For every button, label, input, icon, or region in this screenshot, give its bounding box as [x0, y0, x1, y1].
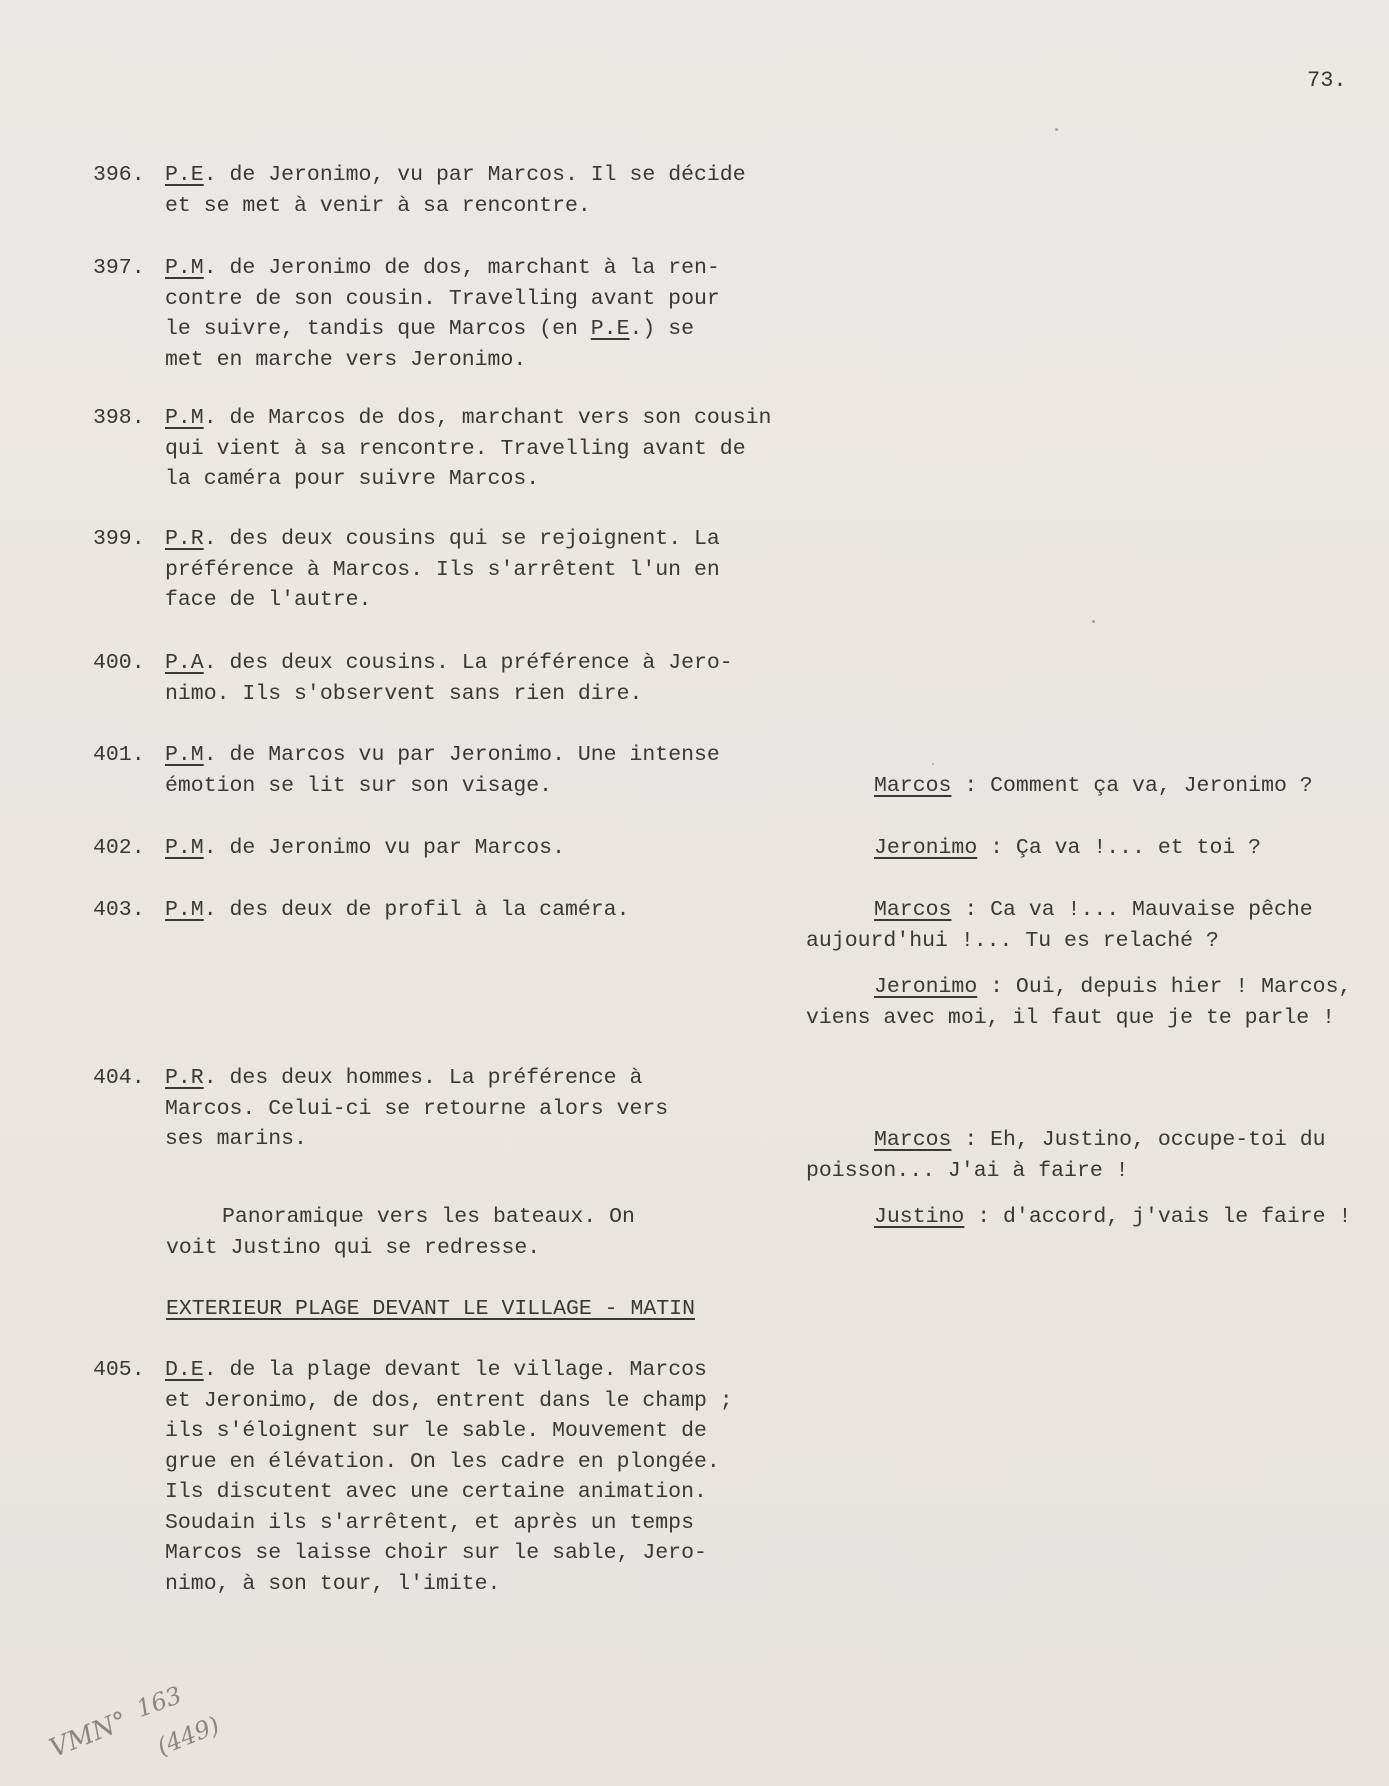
- shot-number: 405.: [93, 1358, 145, 1382]
- page-number: 73.: [1307, 68, 1347, 93]
- shot-description: P.M. de Marcos de dos, marchant vers son cousin qui vient à sa rencontre. Travelling avant de la caméra pour suivre Marcos.: [165, 406, 772, 491]
- shot-number: 397.: [93, 256, 145, 280]
- shot-description: P.R. des deux cousins qui se rejoignent. La préférence à Marcos. Ils s'arrêtent l'un en face de l'autre.: [165, 527, 720, 612]
- shot-type-abbr: P.M: [165, 256, 204, 280]
- shot-number: 400.: [93, 651, 145, 675]
- shot-description: D.E. de la plage devant le village. Marcos et Jeronimo, de dos, entrent dans le champ ; ils s'éloignent sur le sable. Mouvement de grue en élévation. On les cadre en plongée. Ils discutent avec une certaine animation. Soudain ils s'arrêtent, et après un temps Marcos se laisse choir sur le sable, Jero- nimo, à son tour, l'imite.: [165, 1358, 733, 1596]
- dialogue-line: Marcos : Ca va !... Mauvaise pêche aujourd'hui !... Tu es relaché ?: [806, 898, 1313, 953]
- shot-type-abbr: P.M: [165, 406, 204, 430]
- dialogue-line: Jeronimo : Oui, depuis hier ! Marcos, viens avec moi, il faut que je te parle !: [806, 975, 1352, 1030]
- shot-type-abbr: P.R: [165, 1066, 204, 1090]
- shot-number: 403.: [93, 898, 145, 922]
- scene-heading: EXTERIEUR PLAGE DEVANT LE VILLAGE - MATIN: [166, 1297, 695, 1321]
- shot-number: 402.: [93, 836, 145, 860]
- speaker-name: Marcos: [874, 774, 952, 798]
- speaker-name: Justino: [874, 1205, 965, 1229]
- shot-number: 404.: [93, 1066, 145, 1090]
- shot-type-abbr: P.E: [165, 163, 204, 187]
- shot-type-abbr: D.E: [165, 1358, 204, 1382]
- speaker-name: Jeronimo: [874, 975, 978, 999]
- shot-description: P.A. des deux cousins. La préférence à Jero- nimo. Ils s'observent sans rien dire.: [165, 651, 733, 706]
- shot-type-abbr: P.M: [165, 743, 204, 767]
- speaker-name: Jeronimo: [874, 836, 978, 860]
- shot-number: 399.: [93, 527, 145, 551]
- shot-type-abbr: P.A: [165, 651, 204, 675]
- dialogue-line: Marcos : Comment ça va, Jeronimo ?: [874, 774, 1313, 798]
- paper-speck: [932, 763, 934, 765]
- speaker-name: Marcos: [874, 1128, 952, 1152]
- shot-type-abbr: P.R: [165, 527, 204, 551]
- shot-description: P.E. de Jeronimo, vu par Marcos. Il se décide et se met à venir à sa rencontre.: [165, 163, 746, 218]
- paper-speck: [1055, 128, 1058, 131]
- shot-type-abbr: P.M: [165, 898, 204, 922]
- dialogue-line: Justino : d'accord, j'vais le faire !: [874, 1205, 1352, 1229]
- shot-description: P.R. des deux hommes. La préférence à Marcos. Celui-ci se retourne alors vers ses marins.: [165, 1066, 669, 1151]
- paper-speck: [1092, 620, 1095, 623]
- panoramic-direction: Panoramique vers les bateaux. On voit Justino qui se redresse.: [166, 1205, 635, 1260]
- handwritten-archive-mark: VMN° 163 (449): [45, 1681, 224, 1765]
- shot-type-abbr: P.M: [165, 836, 204, 860]
- shot-number: 396.: [93, 163, 145, 187]
- dialogue-line: Marcos : Eh, Justino, occupe-toi du poisson... J'ai à faire !: [806, 1128, 1326, 1183]
- shot-description: P.M. de Jeronimo vu par Marcos.: [165, 836, 565, 860]
- speaker-name: Marcos: [874, 898, 952, 922]
- shot-description: P.M. de Jeronimo de dos, marchant à la ren- contre de son cousin. Travelling avant pour le suivre, tandis que Marcos (en P.E.) se met en marche vers Jeronimo.: [165, 256, 720, 372]
- shot-description: P.M. des deux de profil à la caméra.: [165, 898, 630, 922]
- dialogue-line: Jeronimo : Ça va !... et toi ?: [874, 836, 1262, 860]
- shot-number: 398.: [93, 406, 145, 430]
- shot-type-abbr-inline: P.E: [590, 317, 630, 341]
- shot-number: 401.: [93, 743, 145, 767]
- shot-description: P.M. de Marcos vu par Jeronimo. Une intense émotion se lit sur son visage.: [165, 743, 720, 798]
